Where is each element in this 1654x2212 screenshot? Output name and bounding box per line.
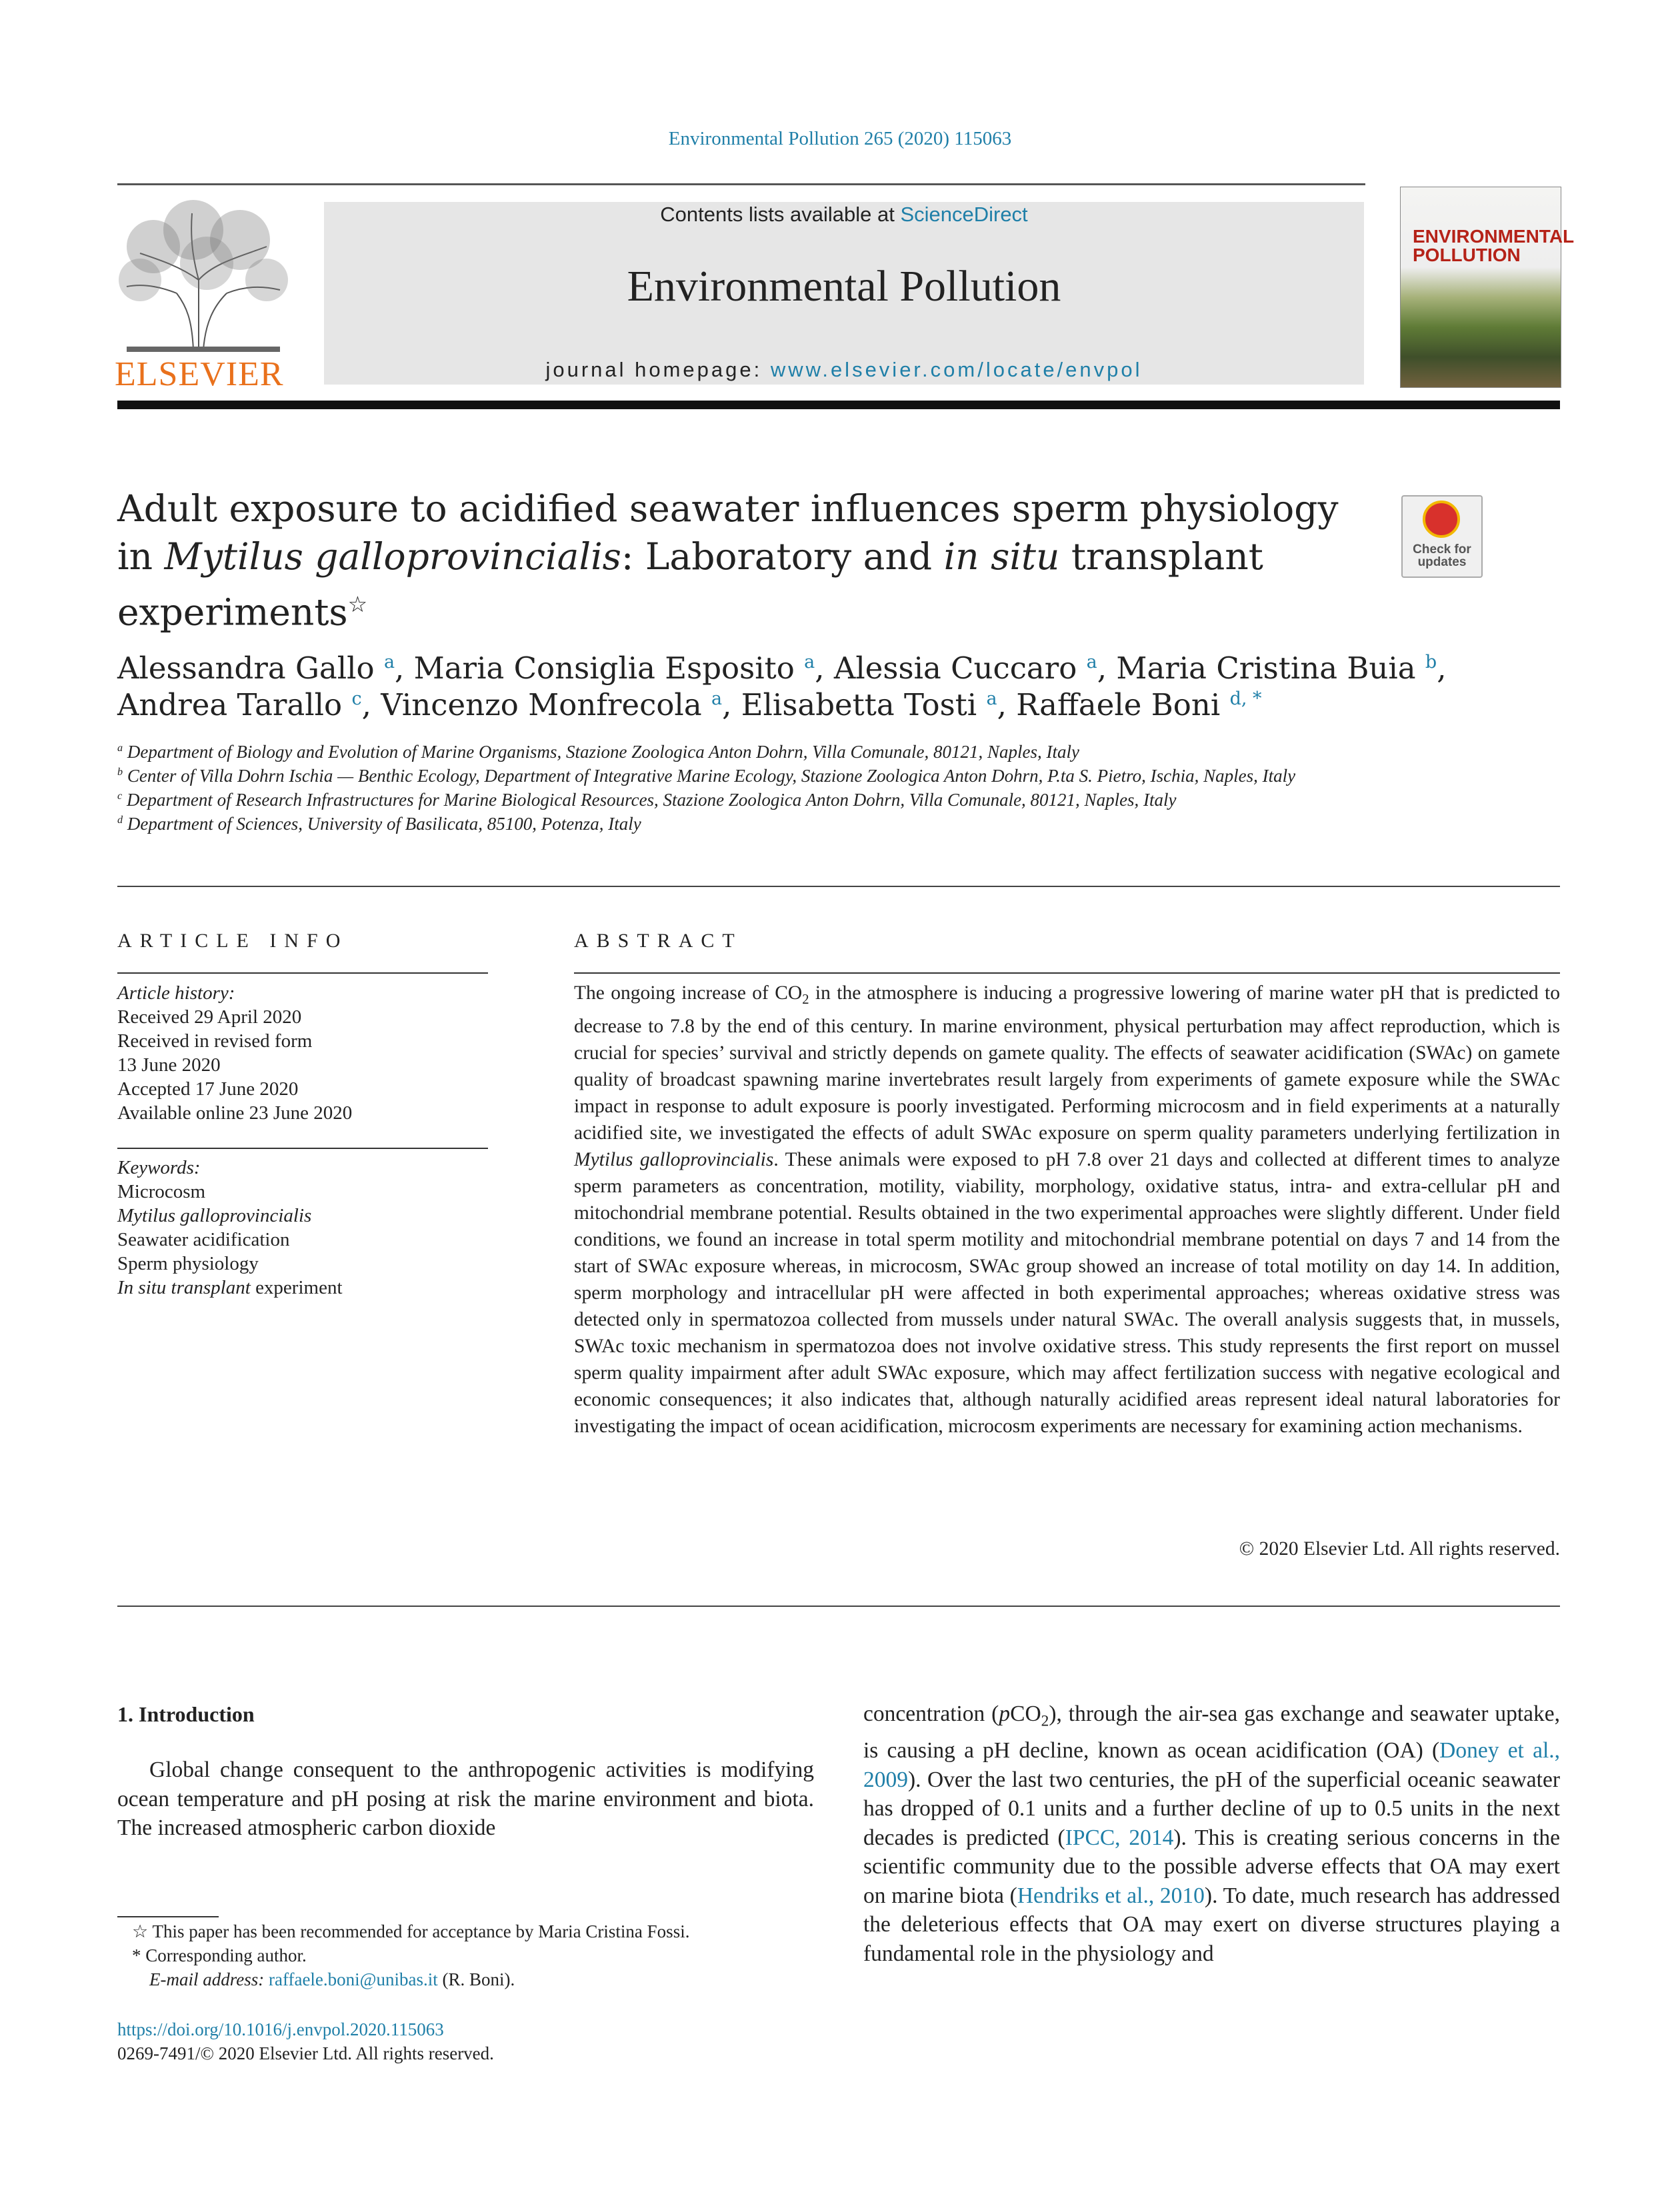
citation-link[interactable]: Hendriks et al., 2010 bbox=[1017, 1883, 1205, 1908]
title-note-link[interactable]: ☆ bbox=[347, 591, 368, 617]
doi-link[interactable]: https://doi.org/10.1016/j.envpol.2020.115063 bbox=[117, 2019, 444, 2039]
abstract-text: in the atmosphere is inducing a progressive lowering of marine water pH that is predicted to decrease to 7.8 by the end of this century. In marine environment, physical perturbation may affect reproduction, which is crucial for species’ survival and strictly depends on gamete quality. The effects of seawater acidification (SWAc) on gamete quality of broadcast spawning marine invertebrates result largely from experiments of gamete exposure while the SWAc impact in response to adult exposure is poorly investigated. Performing microcosm and in field experiments at a naturally acidified site, we investigated the effects of adult SWAc exposure on sperm quality parameters underlying fertilization in bbox=[574, 982, 1560, 1144]
affiliation-mark: d bbox=[117, 814, 123, 826]
keyword-item bbox=[117, 1276, 488, 1300]
affiliation-link[interactable]: a bbox=[383, 652, 395, 672]
history-label: Article history: bbox=[117, 982, 235, 1004]
affiliation-text: Department of Biology and Evolution of Marine Organisms, Stazione Zoologica Anton Dohrn, Villa Comunale, 80121, Naples, Italy bbox=[127, 742, 1080, 762]
affiliation-text: Department of Sciences, University of Basilicata, 85100, Potenza, Italy bbox=[127, 814, 641, 834]
keyword-item: Microcosm bbox=[117, 1181, 206, 1202]
check-updates-label: Check for updates bbox=[1413, 543, 1471, 569]
article-info-heading: ARTICLE INFO bbox=[117, 930, 349, 952]
affiliation-text: Department of Research Infrastructures for Marine Biological Resources, Stazione Zoologica Anton Dohrn, Villa Comunale, 80121, Naples, Italy bbox=[126, 790, 1177, 810]
section-heading: 1. Introduction bbox=[117, 1702, 255, 1726]
author-name[interactable]: Vincenzo Monfrecola bbox=[381, 687, 702, 722]
abstract-text: The ongoing increase of CO bbox=[574, 982, 803, 1004]
keywords-label: Keywords: bbox=[117, 1157, 201, 1178]
footnote-item bbox=[117, 1919, 814, 1943]
journal-name: Environmental Pollution bbox=[627, 262, 1061, 311]
history-item: Received 29 April 2020 bbox=[117, 1006, 302, 1028]
footnote-rule bbox=[117, 1916, 219, 1917]
divider bbox=[574, 972, 1560, 974]
history-item: 13 June 2020 bbox=[117, 1054, 221, 1076]
intro-column-right bbox=[863, 1699, 1560, 1968]
keywords bbox=[117, 1156, 488, 1300]
intro-text: ). Over the last two centuries, the pH of the superficial oceanic seawater has dropped of 0.1 units and a further decline of up to 0.5 units in the next decades is predicted ( bbox=[863, 1767, 1560, 1850]
affiliation-link[interactable]: a bbox=[711, 688, 723, 709]
author-name[interactable]: Alessia Cuccaro bbox=[833, 650, 1077, 686]
affiliation-mark: b bbox=[117, 766, 123, 778]
history-item: Received in revised form bbox=[117, 1030, 313, 1052]
affiliation-item bbox=[117, 788, 1384, 812]
affiliation-link[interactable]: a bbox=[804, 652, 815, 672]
affiliation-mark: a bbox=[117, 742, 123, 754]
title-species: Mytilus galloprovincialis bbox=[164, 535, 621, 578]
affiliation-item bbox=[117, 740, 1384, 764]
footnote-text: This paper has been recommended for acceptance by Maria Cristina Fossi. bbox=[148, 1921, 690, 1941]
abstract-heading: ABSTRACT bbox=[574, 930, 743, 952]
keyword-italic: In situ transplant bbox=[117, 1277, 251, 1298]
email-suffix: (R. Boni). bbox=[437, 1969, 515, 1989]
homepage-prefix: journal homepage: bbox=[545, 358, 771, 381]
divider bbox=[117, 1148, 488, 1149]
affiliation-text: Center of Villa Dohrn Ischia — Benthic Ecology, Department of Integrative Marine Ecology, Stazione Zoologica Anton Dohrn, P.ta S. Pietro, Ischia, Naples, Italy bbox=[127, 766, 1296, 786]
affiliation-item bbox=[117, 812, 1384, 836]
affiliation-link[interactable]: d, * bbox=[1229, 688, 1262, 709]
title-part: Adult exposure to acidified seawater influences sperm physiology in bbox=[117, 487, 1339, 578]
footnote-mark: * bbox=[132, 1945, 141, 1965]
affiliations bbox=[117, 740, 1384, 836]
top-rule bbox=[117, 183, 1365, 185]
journal-cover-image[interactable] bbox=[1400, 187, 1574, 388]
footnote-text: Corresponding author. bbox=[141, 1945, 307, 1965]
affiliation-link[interactable]: a bbox=[986, 688, 997, 709]
keyword-item: Mytilus galloprovincialis bbox=[117, 1205, 312, 1226]
cover-title: ENVIRONMENTAL POLLUTION bbox=[1413, 226, 1574, 265]
elsevier-wordmark: ELSEVIER bbox=[115, 355, 284, 393]
title-part: transplant experiments bbox=[117, 535, 1263, 634]
author-name[interactable]: Andrea Tarallo bbox=[117, 687, 343, 722]
intro-text: CO bbox=[1010, 1701, 1041, 1726]
divider bbox=[117, 972, 488, 974]
title-insitu: in situ bbox=[943, 535, 1060, 578]
article-history bbox=[117, 981, 488, 1125]
intro-text: ). This is creating serious concerns in the scientific community due to the possible adverse effects that OA may exert on marine biota ( bbox=[863, 1825, 1560, 1908]
intro-text: ). To date, much research has addressed the deleterious effects that OA may exert on diverse structures playing a fundamental role in the physiology and bbox=[863, 1883, 1560, 1966]
affiliation-mark: c bbox=[117, 790, 123, 802]
affiliation-item bbox=[117, 764, 1384, 788]
abstract-text: . These animals were exposed to pH 7.8 over 21 days and collected at different times to analyze sperm parameters as concentration, motility, viability, morphology, oxidative status, intra- and extra-cellular pH and mitochondrial membrane potential. Results obtained in the two experimental approaches were slightly different. Under field conditions, we found an increase in total sperm motility and mitochondrial membrane potential on days 7 and 14 from the start of SWAc exposure whereas, in microcosm, SWAc group showed an increase of total motility on day 14. In addition, sperm morphology and intracellular pH were affected in both experimental approaches; whereas oxidative stress was detected only in spermatozoa collected from mussels under natural SWAc. The overall analysis suggests that, in mussels, SWAc toxic mechanism in spermatozoa does not involve oxidative stress. This study represents the first report on mussel sperm quality impairment after adult SWAc exposure, which may affect fertilization success with negative ecological and economic consequences; it also indicates that, although naturally acidified areas represent ideal natural laboratories for investigating the impact of ocean acidification, microcosm experiments are necessary for examining action mechanisms. bbox=[574, 1148, 1560, 1437]
author-name[interactable]: Elisabetta Tosti bbox=[741, 687, 977, 722]
footnote-item bbox=[117, 1967, 814, 1991]
contents-line bbox=[324, 203, 1364, 227]
intro-text: concentration ( bbox=[863, 1701, 999, 1726]
keyword-text: experiment bbox=[255, 1277, 343, 1298]
homepage-line bbox=[324, 358, 1364, 382]
abstract-body bbox=[574, 980, 1560, 1440]
footnote-item bbox=[117, 1943, 814, 1967]
author-name[interactable]: Maria Consiglia Esposito bbox=[413, 650, 795, 686]
doi-block bbox=[117, 2017, 814, 2065]
subscript: 2 bbox=[1041, 1712, 1049, 1730]
journal-homepage-link[interactable]: www.elsevier.com/locate/envpol bbox=[770, 358, 1143, 381]
issn-line: 0269-7491/© 2020 Elsevier Ltd. All rights reserved. bbox=[117, 2043, 494, 2063]
footnotes bbox=[117, 1919, 814, 1991]
intro-text: ), through the air-sea gas exchange and seawater uptake, is causing a pH decline, known as ocean acidification (OA) ( bbox=[863, 1701, 1560, 1763]
footnote-mark: ☆ bbox=[132, 1921, 149, 1941]
italic-p: p bbox=[999, 1701, 1011, 1726]
email-label: E-mail address: bbox=[149, 1969, 269, 1989]
email-link[interactable]: raffaele.boni@unibas.it bbox=[268, 1969, 438, 1989]
citation-link[interactable]: Doney et al., 2009 bbox=[863, 1738, 1561, 1792]
sciencedirect-link[interactable]: ScienceDirect bbox=[900, 203, 1028, 226]
subscript: 2 bbox=[802, 992, 809, 1007]
article-title bbox=[117, 485, 1371, 636]
journal-reference-link[interactable]: Environmental Pollution 265 (2020) 115063 bbox=[668, 128, 1012, 149]
species-name: Mytilus galloprovincialis bbox=[574, 1148, 774, 1170]
check-for-updates-button[interactable] bbox=[1401, 495, 1483, 578]
abstract-copyright: © 2020 Elsevier Ltd. All rights reserved. bbox=[1239, 1538, 1560, 1560]
divider bbox=[117, 1606, 1560, 1607]
contents-prefix: Contents lists available at bbox=[660, 203, 901, 226]
header-thick-rule bbox=[117, 401, 1560, 409]
author-list: Alessandra Gallo $^a$, Maria Consiglia Esposito $^a$, Alessia Cuccaro $^a$, Maria Cristina Buia $^b$, Andrea Tarallo $^c$, Vincenzo Monfrecola $^a$, Elisabetta Tosti $^a$, Raffaele Boni $^{d, *}$ bbox=[117, 650, 1447, 722]
title-part: : Laboratory and bbox=[621, 535, 944, 578]
keyword-item: Sperm physiology bbox=[117, 1253, 259, 1274]
history-item: Accepted 17 June 2020 bbox=[117, 1078, 299, 1100]
history-item: Available online 23 June 2020 bbox=[117, 1102, 353, 1124]
author-name[interactable]: Maria Cristina Buia bbox=[1116, 650, 1416, 686]
affiliation-link[interactable]: a bbox=[1086, 652, 1097, 672]
affiliation-link[interactable]: c bbox=[351, 688, 362, 709]
affiliation-link[interactable]: b bbox=[1425, 652, 1437, 672]
author-name[interactable]: Alessandra Gallo bbox=[117, 650, 375, 686]
intro-column-left: Global change consequent to the anthropogenic activities is modifying ocean temperature and pH posing at risk the marine environment and biota. The increased atmospheric carbon dioxide bbox=[117, 1757, 814, 1840]
keyword-item: Seawater acidification bbox=[117, 1229, 290, 1250]
citation-link[interactable]: IPCC, 2014 bbox=[1065, 1825, 1174, 1850]
divider bbox=[117, 886, 1560, 887]
author-name[interactable]: Raffaele Boni bbox=[1016, 687, 1221, 722]
bookmark-icon bbox=[1423, 501, 1460, 538]
